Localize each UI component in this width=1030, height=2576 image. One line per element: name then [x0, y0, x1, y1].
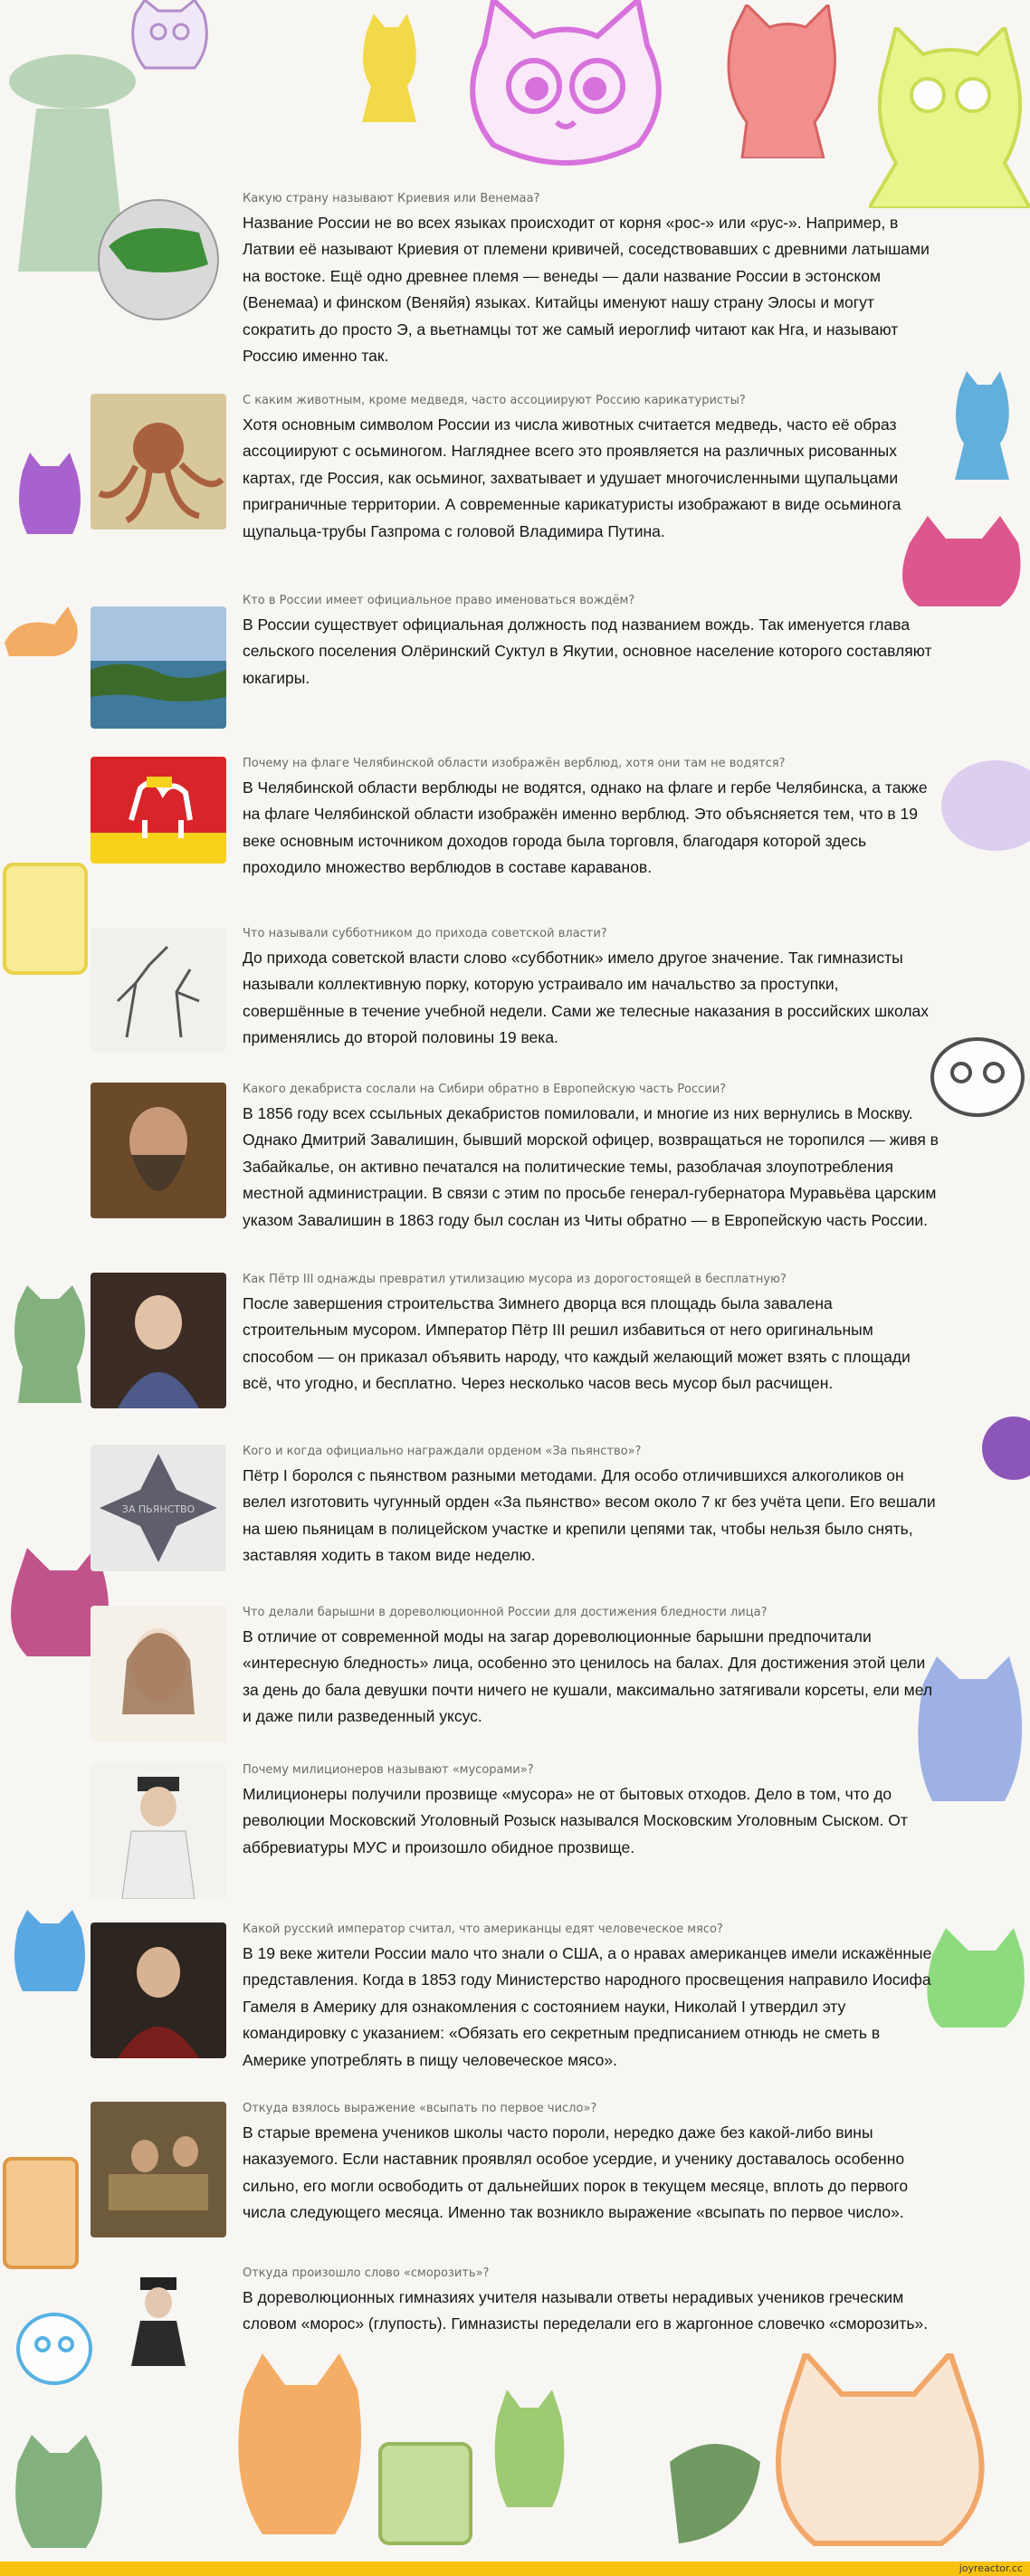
nicholas-i-portrait-image: [91, 1922, 226, 2058]
question-title: Откуда произошло слово «сморозить»?: [243, 2266, 490, 2280]
answer-text: Название России не во всех языках происходит от корня «рос-» или «рус-». Например, в Латвии её называют Криевия от племени кривичей, соседствовавших с древними латышами на востоке. Ещё одно древнее племя — венеды — дали название России в эстонском (Венемаа) и финском (Веняйя) языках. Китайцы именуют нашу страну Элосы и могут сократить до просто Э, а вьетнамцы тот же самый иероглиф читают как Нга, и называют Россию именно так.: [243, 213, 930, 366]
fact-item: [91, 394, 941, 575]
flogging-engraving-image: [91, 929, 226, 1052]
answer-text: В отличие от современной моды на загар дореволюционные барышни предпочитали «интересную бледность» лица, особенно это ценилось на балах. Для достижения этой цели за день до бала девушки почти ничего не кушали, максимально затягивали корсеты, ели мел и даже пили разведенный уксус.: [243, 1627, 933, 1726]
question-title: Кто в России имеет официальное право именоваться вождём?: [243, 594, 635, 607]
fact-item: [91, 594, 941, 730]
medal-inscription: ЗА ПЬЯНСТВО: [121, 1503, 196, 1515]
question-title: Какого декабриста сослали на Сибири обратно в Европейскую часть России?: [243, 1083, 727, 1096]
fact-item: [91, 1273, 941, 1431]
cat-sticker-purple-right-2: [978, 1412, 1030, 1503]
fact-item: [91, 927, 941, 1081]
fact-item: [91, 1445, 941, 1598]
answer-text: В 1856 году всех ссыльных декабристов помиловали, и многие из них вернулись в Москву. Однако Дмитрий Завалишин, бывший морской офицер, возвращаться не торопился — живя в Забайкалье, он активно печатался на политические темы, разоблачая злоупотребления местной администрации. В связи с этим по просьбе генерал-губернатора Муравьёва царским указом Завалишин в 1863 году был сослан из Читы обратно — в Европейскую часть России.: [243, 1103, 939, 1229]
yakutia-landscape-image: [91, 606, 226, 729]
fact-item: [91, 1763, 941, 1899]
cat-sticker-lime-top: [869, 27, 1030, 208]
answer-text: После завершения строительства Зимнего дворца вся площадь была завалена строительным мусором. Император Пётр III решил избавиться от него оригинальным способом — он приказал объявить народу, что каждый желающий может взять с площади всё, что угодно, и бесплатно. Через несколько часов весь мусор был расчищен.: [243, 1293, 911, 1393]
school-punishment-image: [91, 2102, 226, 2237]
answer-text: В старые времена учеников школы часто пороли, нередко даже без какой-либо вины наказуемого. Если наставник проявлял особое усердие, и ученику доставалось особенно сильно, его могли освободить от дальнейших порок в текущем месяце, вплоть до первого числа следующего месяца. Именно так возникло выражение «всыпать по первое число».: [243, 2123, 909, 2222]
answer-text: Пётр I боролся с пьянством разными методами. Для особо отличившихся алкоголиков он велел изготовить чугунный орден «За пьянство» весом около 7 кг без учёта цепи. Его вешали на шею пьяницам в полицейском участке и крепили цепями так, чтобы нельзя было снять, заставляя ходить в таком виде неделю.: [243, 1465, 936, 1565]
answer-text: В 19 веке жители России мало что знали о США, а о нравах американцев имели искажённые представления. Когда в 1853 году Министерство народного просвещения направило Иосифа Гамеля в Америку для ознакомления с состоянием науки, Николай I утвердил эту командировку с указанием: «Обязать его секретным предписанием отнюдь не сметь в Америке употреблять в пищу человеческое мясо».: [243, 1943, 932, 2069]
fact-item: [91, 192, 941, 373]
cat-sticker-blue-right-1: [950, 371, 1014, 480]
gymnasium-student-image: [109, 2275, 217, 2366]
question-title: Какой русский император считал, что американцы едят человеческое мясо?: [243, 1922, 723, 1936]
fact-item: [91, 2102, 941, 2269]
footer-bar: [0, 2562, 1030, 2576]
zavalishin-portrait-image: [91, 1083, 226, 1218]
fact-item: [91, 2266, 941, 2375]
russia-globe-image: [91, 192, 226, 328]
site-link[interactable]: joyreactor.cc: [958, 2562, 1023, 2574]
question-title: Что делали барышни в дореволюционной России для достижения бледности лица?: [243, 1606, 768, 1619]
question-title: Кого и когда официально награждали орденом «За пьянство»?: [243, 1445, 642, 1458]
chelyabinsk-flag-image: [91, 757, 226, 863]
cat-sticker-green-left: [9, 1285, 91, 1403]
cat-sticker-red-top: [715, 5, 842, 158]
fact-item: [91, 1922, 941, 2094]
answer-text: Милиционеры получили прозвище «мусора» не от бытовых отходов. Дело в том, что до революции Московский Уголовный Розыск назывался Московским Уголовным Сыском. От аббревиатуры МУС и произошло обидное прозвище.: [243, 1784, 908, 1856]
question-title: Почему на флаге Челябинской области изображён верблюд, хотя они там не водятся?: [243, 757, 786, 770]
peter-iii-portrait-image: [91, 1273, 226, 1408]
answer-text: В Челябинской области верблюды не водятся, однако на флаге и гербе Челябинска, а также на флаге Челябинской области изображён именно верблюд. Это объясняется тем, что в 19 веке основным источником доходов города была торговля, благодаря которой здесь проходило множество верблюдов в составе караванов.: [243, 778, 928, 877]
question-title: Почему милиционеров называют «мусорами»?: [243, 1763, 534, 1777]
cat-sticker-purple-left: [14, 453, 86, 552]
cat-sticker-lavender-right: [941, 751, 1030, 860]
question-title: Откуда взялось выражение «всыпать по первое число»?: [243, 2102, 597, 2115]
cat-sticker-orange-left: [0, 606, 81, 661]
question-title: Как Пётр III однажды превратил утилизацию мусора из дорогостоящей в бесплатную?: [243, 1273, 787, 1286]
fact-item: [91, 1606, 941, 1764]
cat-sticker-yellow-frame-left: [0, 860, 91, 978]
question-title: Что называли субботником до прихода советской власти?: [243, 927, 607, 940]
answer-text: В России существует официальная должность под названием вождь. Так именуется глава сельского поселения Олёринский Суктул в Якутии, основное население которого составляют юкагиры.: [243, 615, 932, 687]
answer-text: До прихода советской власти слово «субботник» имело другое значение. Так гимназисты называли коллективную порку, которую устраивало им начальство за проступки, совершённые в течение учебной недели. Сами же телесные наказания в российских школах применялись до второй половины 19 века.: [243, 948, 930, 1047]
fact-item: [91, 757, 941, 902]
question-title: Какую страну называют Криевия или Венемаа?: [243, 192, 540, 205]
fact-item: [91, 1083, 941, 1264]
drunkard-medal-image: [91, 1445, 226, 1571]
octopus-map-image: [91, 394, 226, 530]
answer-text: В дореволюционных гимназиях учителя называли ответы нерадивых учеников греческим словом «морос» (глупость). Гимназисты переделали его в жаргонное словечко «сморозить».: [243, 2287, 929, 2333]
cat-sticker-yellow-top: [358, 14, 421, 122]
cat-sticker-orange-frame-left: [0, 2154, 81, 2272]
cat-sticker-cyan-left: [9, 1910, 91, 2018]
policeman-image: [91, 1763, 226, 1899]
cat-sticker-pink-top: [457, 0, 674, 190]
pale-lady-image: [91, 1606, 226, 1741]
question-title: С каким животным, кроме медведя, часто ассоциируют Россию карикатуристы?: [243, 394, 746, 407]
cat-sticker-bottom-row: [0, 2353, 1030, 2557]
answer-text: Хотя основным символом России из числа животных считается медведь, часто её образ ассоциируют с осьминогом. Нагляднее всего это проявляется на различных рисованных картах, где Россия, как осьминог, захватывает и удушает многочисленными щупальцами приграничные территории. А современные карикатуристы изображают в виде осьминога щупальца-трубы Газпрома с головой Владимира Путина.: [243, 415, 901, 540]
